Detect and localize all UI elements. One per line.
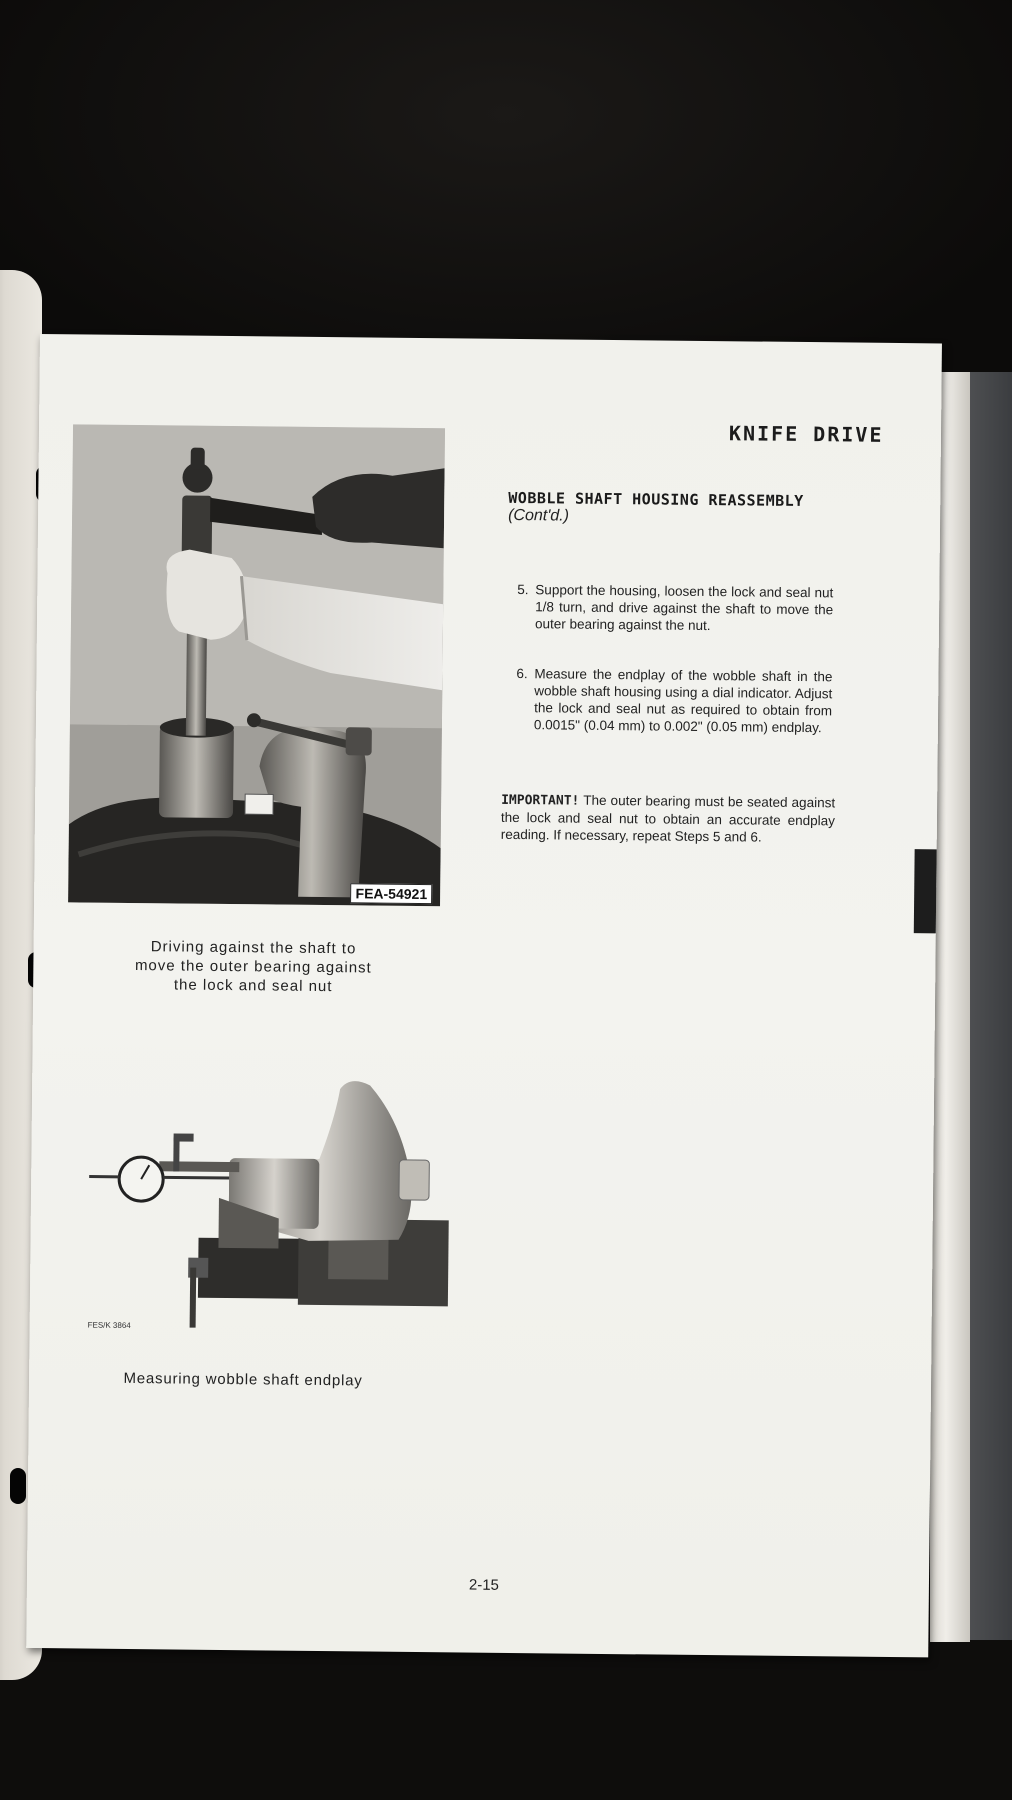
procedure-subheading: (Cont'd.)	[508, 506, 570, 525]
step-text: Measure the endplay of the wobble shaft in the wobble shaft housing using a dial indicator. Adjust the lock and seal nut as required to obtain from 0.0015" (0.04 mm) to 0.002" (0.05 mm) endplay.	[533, 666, 833, 736]
figure-2-label: FES/K 3864	[87, 1320, 131, 1331]
figure-1-caption	[103, 937, 404, 997]
hammer-driving-illustration	[68, 424, 445, 906]
step-5	[517, 581, 834, 635]
section-title: KNIFE DRIVE	[728, 421, 884, 447]
important-label: IMPORTANT!	[501, 792, 580, 809]
binder-ring-hole	[10, 1468, 26, 1504]
figure-1-caption-line: move the outer bearing against	[134, 957, 372, 977]
section-tab-marker	[914, 849, 937, 933]
figure-1-caption-line: Driving against the shaft to	[150, 938, 357, 958]
step-text: Support the housing, loosen the lock and seal nut 1/8 turn, and drive against the shaft to move the outer bearing against the nut.	[534, 582, 834, 634]
step-6	[516, 665, 833, 736]
figure-2-dial-indicator-illustration	[78, 1076, 461, 1340]
figure-2-caption: Measuring wobble shaft endplay	[123, 1369, 363, 1390]
step-number: 5.	[517, 582, 529, 598]
important-note	[501, 791, 836, 846]
manual-page	[26, 334, 942, 1657]
step-number: 6.	[516, 666, 528, 682]
figure-1-label: FEA-54921	[350, 883, 432, 904]
figure-1-caption-line: the lock and seal nut	[173, 976, 333, 996]
dark-background	[0, 0, 1012, 380]
page-number: 2-15	[468, 1576, 500, 1594]
important-text: The outer bearing must be seated against the lock and seal nut to obtain an accurate endplay reading. If necessary, repeat Steps 5 and 6.	[500, 792, 836, 845]
figure-1-photo	[68, 424, 445, 906]
procedure-heading: WOBBLE SHAFT HOUSING REASSEMBLY	[508, 488, 804, 511]
